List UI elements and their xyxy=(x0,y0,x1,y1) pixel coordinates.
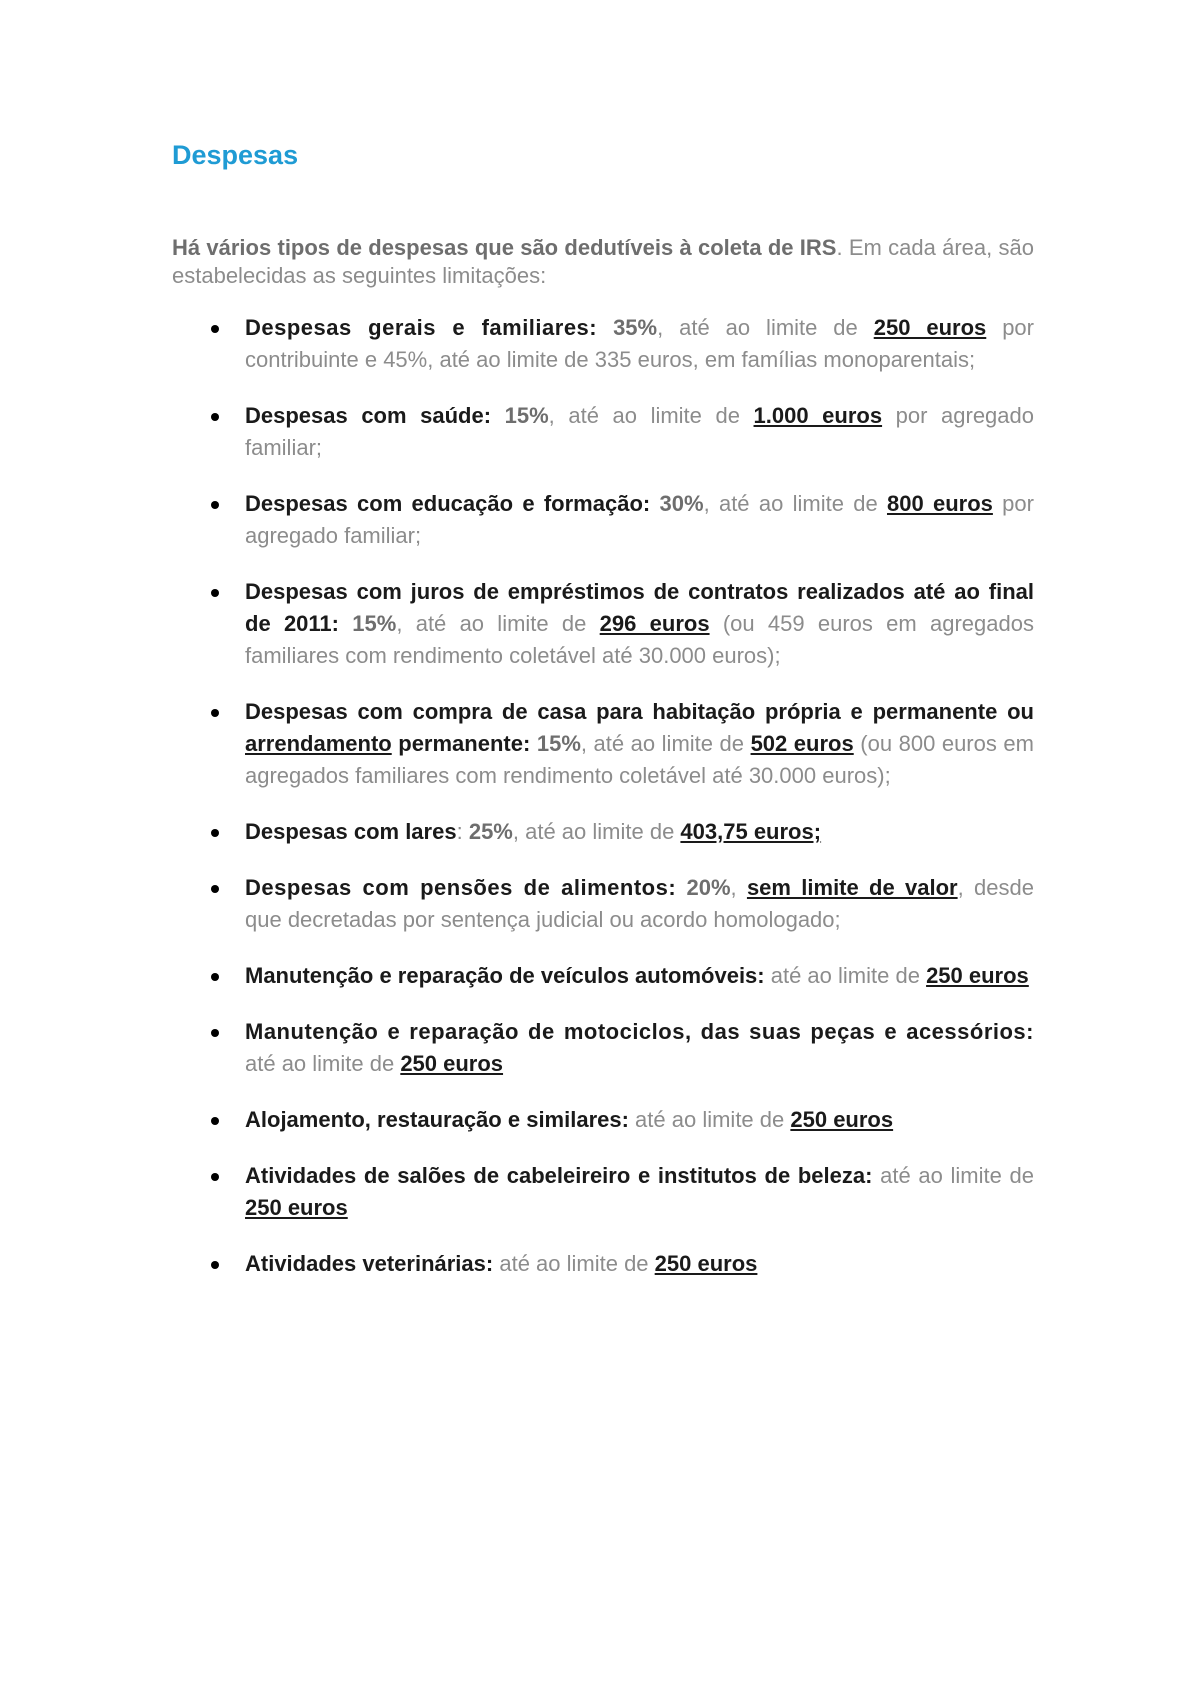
item-text: , até ao limite de xyxy=(657,315,874,340)
item-amount: 250 euros xyxy=(400,1051,504,1076)
item-text: , xyxy=(730,875,747,900)
bullet-icon xyxy=(211,1029,219,1037)
item-label: Despesas com saúde: xyxy=(245,403,492,428)
item-label: Despesas com educação e formação: xyxy=(245,491,651,516)
item-label: Atividades de salões de cabeleireiro e institutos de beleza: xyxy=(245,1163,873,1188)
item-text: até ao limite de xyxy=(493,1251,655,1276)
item-label: Despesas com compra de casa para habitação própria e permanente ou xyxy=(245,699,1034,724)
item-text: até ao limite de xyxy=(872,1163,1034,1188)
item-amount: 800 euros xyxy=(886,491,993,516)
item-text: , até ao limite de xyxy=(580,731,751,756)
item-text: (ou 459 euros em agregados familiares com rendimento coletável até 30.000 euros); xyxy=(245,611,1034,668)
item-amount: 296 euros xyxy=(599,611,710,636)
item-percentage: 35% xyxy=(613,315,658,340)
item-amount: 250 euros xyxy=(654,1251,758,1276)
list-item xyxy=(172,960,1034,992)
item-amount: 250 euros xyxy=(790,1107,894,1132)
bullet-icon xyxy=(211,413,219,421)
list-item xyxy=(172,1016,1034,1080)
item-text: por agregado familiar; xyxy=(245,491,1034,548)
item-label: Despesas com juros de empréstimos de contratos realizados até ao final de 2011: xyxy=(245,579,1034,636)
list-item xyxy=(172,872,1034,936)
list-item xyxy=(172,488,1034,552)
list-item xyxy=(172,816,1034,848)
arrendamento-link[interactable]: arrendamento xyxy=(245,731,392,756)
bullet-icon xyxy=(211,1117,219,1125)
intro-rest: . Em cada área, são estabelecidas as seguintes limitações: xyxy=(172,235,1034,288)
list-item xyxy=(172,312,1034,376)
item-label: Despesas com lares xyxy=(245,819,457,844)
item-label: Despesas gerais e familiares: xyxy=(245,315,598,340)
item-amount: 502 euros xyxy=(750,731,854,756)
intro-lead: Há vários tipos de despesas que são dedutíveis à coleta de IRS xyxy=(172,235,837,260)
bullet-icon xyxy=(211,501,219,509)
item-text: , até ao limite de xyxy=(512,819,681,844)
item-text: , até ao limite de xyxy=(396,611,600,636)
deductions-list xyxy=(172,312,1034,1304)
item-text: até ao limite de xyxy=(764,963,927,988)
item-amount: 250 euros xyxy=(873,315,987,340)
item-label: Manutenção e reparação de motociclos, das suas peças e acessórios: xyxy=(245,1019,1034,1044)
bullet-icon xyxy=(211,829,219,837)
item-text: : xyxy=(456,819,463,844)
item-text: (ou 800 euros em agregados familiares com rendimento coletável até 30.000 euros); xyxy=(245,731,1034,788)
item-text: por contribuinte e 45%, até ao limite de 335 euros, em famílias monoparentais; xyxy=(245,315,1034,372)
item-percentage: 15% xyxy=(504,403,549,428)
item-label: Alojamento, restauração e similares: xyxy=(245,1107,629,1132)
item-percentage: 15% xyxy=(536,731,581,756)
page-title: Despesas xyxy=(172,140,299,170)
bullet-icon xyxy=(211,1173,219,1181)
item-label: permanente: xyxy=(391,731,531,756)
item-text: até ao limite de xyxy=(628,1107,791,1132)
list-item xyxy=(172,576,1034,672)
list-item xyxy=(172,400,1034,464)
item-amount: sem limite de valor xyxy=(746,875,958,900)
list-item xyxy=(172,1248,1034,1280)
item-percentage: 15% xyxy=(352,611,397,636)
item-label: Manutenção e reparação de veículos automóveis: xyxy=(245,963,765,988)
item-percentage: 20% xyxy=(686,875,731,900)
list-item xyxy=(172,1160,1034,1224)
bullet-icon xyxy=(211,973,219,981)
item-label: Despesas com pensões de alimentos: xyxy=(245,875,677,900)
bullet-icon xyxy=(211,325,219,333)
item-text: até ao limite de xyxy=(245,1051,401,1076)
list-item xyxy=(172,1104,1034,1136)
bullet-icon xyxy=(211,589,219,597)
bullet-icon xyxy=(211,1261,219,1269)
item-text: , até ao limite de xyxy=(548,403,754,428)
item-text: por agregado familiar; xyxy=(245,403,1034,460)
item-label: Atividades veterinárias: xyxy=(245,1251,494,1276)
list-item xyxy=(172,696,1034,792)
item-amount: 250 euros xyxy=(926,963,1029,988)
item-percentage: 30% xyxy=(659,491,704,516)
item-percentage: 25% xyxy=(468,819,513,844)
bullet-icon xyxy=(211,709,219,717)
item-amount: 1.000 euros xyxy=(753,403,883,428)
item-amount: 250 euros xyxy=(245,1195,348,1220)
item-amount: 403,75 euros; xyxy=(680,819,822,844)
item-text: , até ao limite de xyxy=(703,491,887,516)
intro-paragraph xyxy=(172,234,1034,290)
bullet-icon xyxy=(211,885,219,893)
item-text: , desde que decretadas por sentença judicial ou acordo homologado; xyxy=(245,875,1034,932)
